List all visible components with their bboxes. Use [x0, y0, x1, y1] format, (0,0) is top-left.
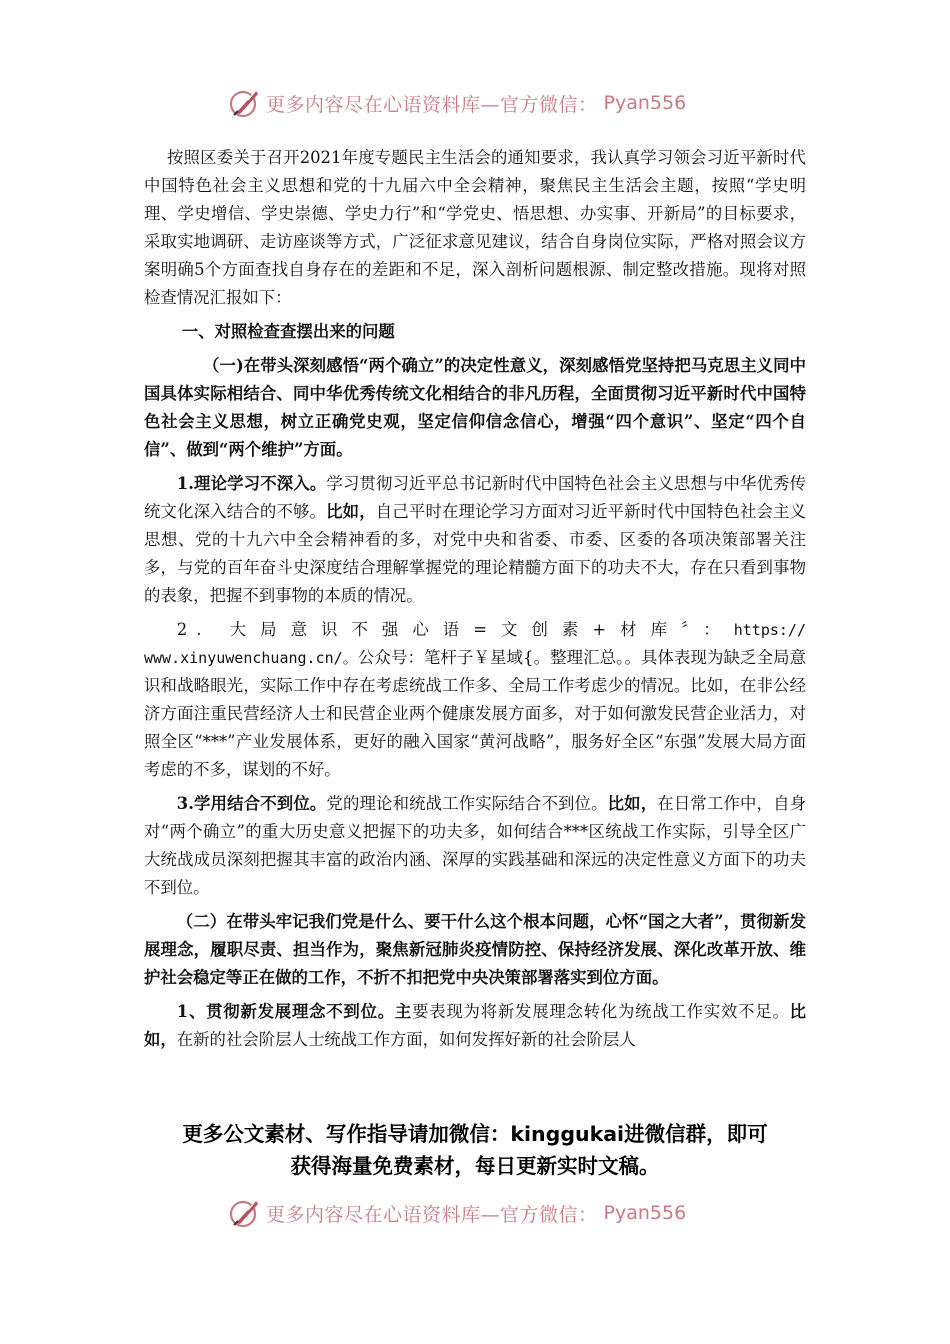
- item-3-text2: 在日常工作中，自身对“两个确立”的重大历史意义把握下的功夫多，如何结合***区统战工作实际，引导全区广大统战成员深刻把握其丰富的政治内涵、深厚的实践基础和深远的决定性意义方面下的功夫不到位。: [144, 794, 807, 897]
- section-1-title: 一、对照检查查摆出来的问题: [181, 322, 395, 341]
- item-1-label: 比如，: [326, 502, 376, 521]
- item-2-lead: 2. 大局意识不强心语=文创素+材库〞：: [176, 620, 734, 639]
- item-4-title: 1、贯彻新发展理念不到位。主: [176, 1002, 413, 1021]
- subsection-2-title: （二）在带头牢记我们党是什么、要干什么这个根本问题，心怀“国之大者”，贯彻新发展理念，履职尽责、担当作为，聚焦新冠肺炎疫情防控、保持经济发展、深化改革开放、维护社会稳定等正在做的工作，不折不扣把党中央决策部署落实到位方面。: [144, 912, 806, 987]
- footer-line-2: 获得海量免费素材，每日更新实时文稿。: [290, 1154, 660, 1178]
- item-1-text1: 学习贯彻习近平总书记新时代中国特色社会主义思想与中华优秀传统文化深入结合的不够。: [144, 474, 806, 521]
- banner-wechat-id: Pyan556: [603, 92, 687, 114]
- footer-line-1: 更多公文素材、写作指导请加微信：kinggukai进微信群，即可: [182, 1122, 768, 1146]
- item-3-text1: 党的理论和统战工作实际结合不到位。: [326, 794, 608, 813]
- banner-text: 更多内容尽在心语资料库—官方微信：: [266, 1203, 598, 1226]
- item-1-text2: 自己平时在理论学习方面对习近平新时代中国特色社会主义思想、党的十九六中全会精神看的多，对党中央和省委、市委、区委的各项决策部署关注多，与党的百年奋斗史深度结合理解掌握党的理论精髓方面下的功夫不大，存在只看到事物的表象，把握不到事物的本质的情况。: [144, 502, 807, 605]
- item-3-title: 3.学用结合不到位。: [176, 794, 327, 813]
- item-1-paragraph: [144, 470, 806, 610]
- footer-banner: [228, 1196, 686, 1230]
- footer-promo: [144, 1118, 806, 1182]
- header-banner: [228, 86, 686, 120]
- item-4-label: 比如，: [144, 1002, 807, 1049]
- item-4-paragraph: [144, 998, 806, 1054]
- item-2-paragraph: [144, 616, 806, 784]
- item-2-text: 公众号：笔杆子￥星域{。整理汇总。。具体表现为缺乏全局意识和战略眼光，实际工作中存在考虑统战工作多、全局工作考虑少的情况。比如，在非公经济方面注重民营经济人士和民营企业两个健康发展方面多，对于如何激发民营企业活力，对照全区“***”产业发展体系，更好的融入国家“黄河战略”，服务好全区“东强”发展大局方面考虑的不多，谋划的不好。: [144, 648, 806, 779]
- banner-wechat-id: Pyan556: [603, 1202, 687, 1224]
- banner-text: 更多内容尽在心语资料库—官方微信：: [266, 93, 598, 116]
- quill-logo-icon: [228, 1196, 262, 1230]
- item-3-paragraph: [144, 790, 806, 902]
- item-1-title: 1.理论学习不深入。: [176, 474, 327, 493]
- item-2-url: https:// www.xinyuwenchuang.cn/。: [144, 621, 806, 667]
- item-4-text2: 在新的社会阶层人士统战工作方面，如何发挥好新的社会阶层人: [176, 1030, 636, 1049]
- item-4-text1: 要表现为将新发展理念转化为统战工作实效不足。: [412, 1002, 790, 1021]
- quill-logo-icon: [228, 86, 262, 120]
- subsection-1-title: （一)在带头深刻感悟“两个确立”的决定性意义，深刻感悟党坚持把马克思主义同中国具体实际相结合、同中华优秀传统文化相结合的非凡历程，全面贯彻习近平新时代中国特色社会主义思想，树立正确党史观，坚定信仰信念信心，增强“四个意识”、坚定“四个自信”、做到“两个维护”方面。: [144, 356, 806, 459]
- item-3-label: 比如，: [607, 794, 658, 813]
- intro-paragraph: 按照区委关于召开2021年度专题民主生活会的通知要求，我认真学习领会习近平新时代中国特色社会主义思想和党的十九届六中全会精神，聚焦民主生活会主题，按照“学史明理、学史增信、学史崇德、学史力行”和“学党史、悟思想、办实事、开新局”的目标要求，采取实地调研、走访座谈等方式，广泛征求意见建议，结合自身岗位实际，严格对照会议方案明确5个方面查找自身存在的差距和不足，深入剖析问题根源、制定整改措施。现将对照检查情况汇报如下：: [144, 148, 806, 307]
- document-body: [144, 144, 806, 1060]
